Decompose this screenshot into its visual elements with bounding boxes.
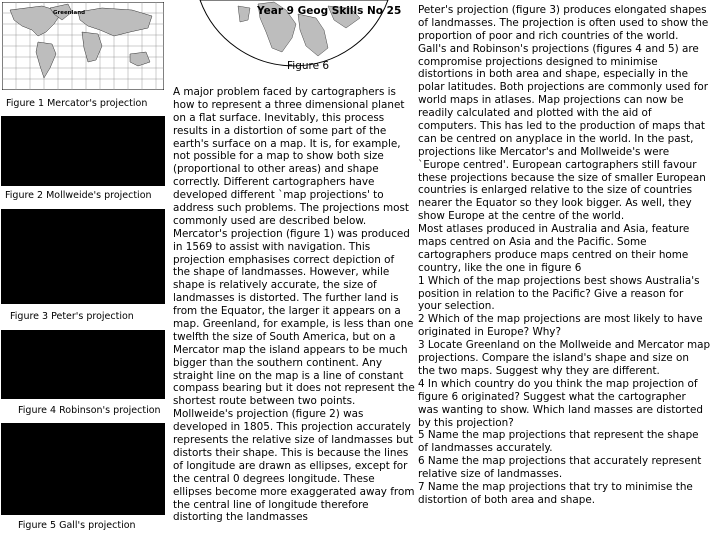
middle-text-line: represents the relative size of landmasses but [173, 434, 414, 447]
middle-text-line: A major problem faced by cartographers is [173, 86, 396, 98]
right-text-line: originated in Europe? Why? [418, 326, 561, 339]
middle-text-line: Mercator's projection (figure 1) was produced [173, 227, 410, 240]
right-text-line: relative size of landmasses. [418, 468, 563, 481]
middle-text-line: shape is relatively accurate, the size of [173, 279, 377, 292]
right-text-line: 7 Name the map projections that try to minimise the [418, 480, 693, 493]
middle-text-line: distorts their shape. This is because the lines [173, 446, 409, 459]
middle-text-line: (proportional to other areas) and shape [173, 163, 379, 176]
middle-text-line: how to represent a three dimensional planet [173, 98, 405, 111]
middle-text-line: developed different `map projections' to [173, 189, 384, 202]
right-text-line: maps centred on Asia and the Pacific. Some [418, 236, 647, 249]
right-text-line: can be centred on anyplace in the world. In the past, [418, 132, 694, 145]
middle-text-line: Mercator map the island appears to be much [173, 343, 408, 356]
mercator-map [2, 2, 164, 90]
right-text-line: computers. This has led to the production of maps that [418, 120, 705, 133]
right-text-line: distortion of both area and shape. [418, 493, 596, 506]
middle-text-line: shortest route between two points. [173, 395, 356, 408]
middle-text-line: developed in 1805. This projection accurately [173, 421, 411, 434]
right-text-line: your selection. [418, 300, 495, 313]
middle-text-line: the shape of landmasses. However, while [173, 266, 390, 279]
middle-text-line: of longitude are drawn as ellipses, except for [173, 459, 408, 472]
caption-figure-6: Figure 6 [287, 60, 330, 72]
middle-text-line: map. Greenland, for example, is less than one [173, 318, 414, 331]
middle-text-line: results in a distortion of some part of the [173, 124, 387, 137]
right-text-line: distortions in both area and shape, especially in the [418, 68, 689, 81]
right-text-line: Peter's projection (figure 3) produces elongated shapes [418, 4, 707, 16]
middle-text-line: distorting the landmasses [173, 511, 308, 524]
middle-text-line: not possible for a map to show both size [173, 150, 384, 163]
middle-text-line: correctly. Different cartographers have [173, 176, 375, 189]
middle-text-line: projection emphasises correct depiction of [173, 253, 395, 266]
page-title: Year 9 Geog Skills No 25 [257, 5, 402, 17]
right-text-line: position in relation to the Pacific? Give a reason for [418, 287, 684, 300]
middle-text-line: the central 0 degrees longitude. These [173, 472, 375, 485]
right-text-line: figure 6 originated? Suggest what the cartographer [418, 390, 686, 403]
right-text-line: 4 In which country do you think the map projection of [418, 377, 698, 390]
right-text-line: proportion of poor and rich countries of the world. [418, 29, 679, 42]
right-text-line: world maps in atlases. Map projections can now be [418, 94, 684, 107]
caption-figure-5: Figure 5 Gall's projection [18, 520, 136, 531]
figure-4-robinson-image [1, 330, 165, 399]
middle-column-text [173, 86, 415, 524]
caption-figure-4: Figure 4 Robinson's projection [18, 405, 161, 416]
right-text-line: 6 Name the map projections that accurately represent [418, 455, 702, 468]
right-text-line: country, like the one in figure 6 [418, 261, 582, 274]
right-text-line: was wanting to show. Which land masses are distorted [418, 403, 703, 416]
right-text-line: nearer the Equator so they look bigger. As well, they [418, 197, 692, 210]
middle-text-line: commonly used are described below. [173, 214, 367, 227]
middle-text-line: compass bearing but it does not represent the [173, 382, 415, 395]
right-text-line: these projections because the size of smaller European [418, 171, 706, 184]
map-label-greenland: Greenland [53, 10, 86, 16]
caption-figure-2: Figure 2 Mollweide's projection [5, 190, 152, 201]
caption-figure-3: Figure 3 Peter's projection [10, 311, 134, 322]
right-text-line: countries is enlarged relative to the size of countries [418, 184, 693, 197]
right-text-line: cartographers produce maps centred on their home [418, 248, 689, 261]
middle-text-line: Mollweide's projection (figure 2) was [173, 408, 364, 421]
caption-figure-1: Figure 1 Mercator's projection [6, 98, 148, 109]
middle-text-line: from the Equator, the larger it appears on a [173, 305, 401, 318]
middle-text-line: ellipses become more exaggerated away from [173, 485, 415, 498]
figure-3-peters-image [1, 209, 165, 304]
right-text-line: the two maps. Suggest why they are different. [418, 364, 660, 377]
right-text-line: show Europe at the centre of the world. [418, 210, 625, 223]
middle-text-line: in 1569 to assist with navigation. This [173, 240, 371, 253]
right-text-line: Gall's and Robinson's projections (figures 4 and 5) are [418, 42, 699, 55]
right-text-line: projections like Mercator's and Mollweide's were [418, 145, 670, 158]
right-text-line: 1 Which of the map projections best shows Australia's [418, 274, 700, 287]
right-text-line: 5 Name the map projections that represent the shape [418, 429, 699, 442]
right-text-line: readily calculated and plotted with the aid of [418, 107, 652, 120]
middle-text-line: earth's surface on a map. It is, for example, [173, 137, 401, 150]
right-text-line: of landmasses accurately. [418, 442, 553, 455]
middle-text-line: bigger than the southern continent. Any [173, 356, 382, 369]
right-text-line: projections. Compare the island's shape and size on [418, 352, 689, 365]
right-text-line: 2 Which of the map projections are most likely to have [418, 313, 703, 326]
right-text-line: by this projection? [418, 416, 514, 429]
middle-text-line: the central line of longitude therefore [173, 498, 369, 511]
right-column-text [418, 4, 718, 507]
middle-text-line: address such problems. The projections most [173, 202, 409, 215]
figure-5-galls-image [1, 423, 165, 515]
right-text-line: Most atlases produced in Australia and Asia, feature [418, 223, 690, 236]
right-text-line: of landmasses. The projection is often used to show the [418, 16, 709, 29]
right-text-line: `Europe centred'. European cartographers still favour [418, 158, 697, 171]
right-text-line: compromise projections designed to minimise [418, 55, 658, 68]
right-text-line: polar latitudes. Both projections are commonly used for [418, 81, 708, 94]
figure-2-mollweide-image [1, 116, 165, 186]
middle-text-line: straight line on the map is a line of constant [173, 369, 404, 382]
middle-text-line: twelfth the size of South America, but on a [173, 330, 396, 343]
middle-text-line: on a flat surface. Inevitably, this process [173, 111, 385, 124]
right-text-line: 3 Locate Greenland on the Mollweide and Mercator map [418, 339, 711, 352]
middle-text-line: landmasses is distorted. The further land is [173, 292, 399, 305]
